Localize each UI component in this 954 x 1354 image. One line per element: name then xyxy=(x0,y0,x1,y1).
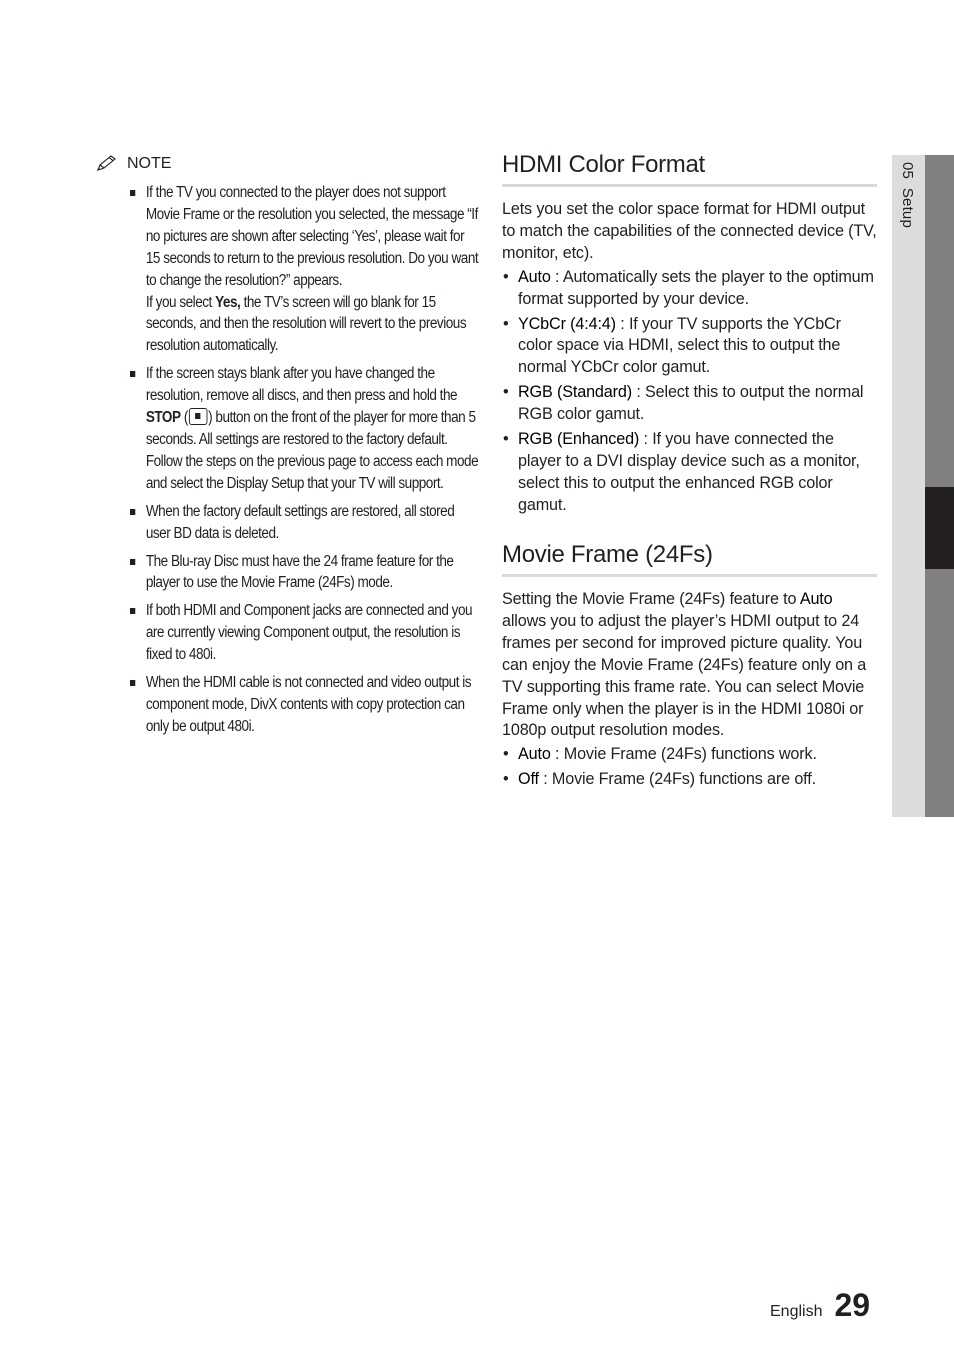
note-item xyxy=(130,182,480,357)
square-bullet-icon xyxy=(130,190,135,196)
option-term: Off xyxy=(518,770,539,789)
note-item-text: The Blu-ray Disc must have the 24 frame feature for the player to use the Movie Frame (24Fs) mode. xyxy=(145,552,454,592)
note-item-text: the TV’s screen will go blank for 15 seconds, and then the resolution will revert to the previous resolution automatically. xyxy=(145,293,467,355)
note-label: NOTE xyxy=(127,155,172,172)
note-item xyxy=(130,551,480,595)
section-body xyxy=(502,589,877,791)
note-item xyxy=(130,501,480,545)
option-term: Auto xyxy=(518,267,551,286)
option-desc: : Select this to output the normal RGB color gamut. xyxy=(518,383,864,424)
option-item xyxy=(502,744,877,766)
option-desc: : Movie Frame (24Fs) functions work. xyxy=(550,745,817,764)
section-intro-text: Setting the Movie Frame (24Fs) feature to xyxy=(502,590,800,608)
chapter-tab-strip xyxy=(925,155,954,817)
bullet-dot-icon: • xyxy=(503,383,509,402)
note-item-text: When the factory default settings are restored, all stored user BD data is deleted. xyxy=(145,502,455,542)
section-intro-text: allows you to adjust the player’s HDMI output to 24 frames per second for improved picture quality. You can enjoy the Movie Frame (24Fs) feature only on a TV supporting this frame rate. You can select Movie Frame only when the player is in the HDMI 1080i or 1080p output resolution modes. xyxy=(502,611,867,740)
chapter-tab-marker xyxy=(925,487,954,569)
bullet-dot-icon: • xyxy=(503,770,509,789)
section-body xyxy=(502,199,877,517)
bullet-dot-icon: • xyxy=(503,430,509,449)
note-header xyxy=(96,153,476,175)
section-intro xyxy=(502,589,877,742)
note-item xyxy=(130,600,480,666)
option-desc: : Automatically sets the player to the optimum format supported by your device. xyxy=(518,267,874,308)
page-footer xyxy=(770,1287,870,1324)
note-item-text: If the screen stays blank after you have changed the resolution, remove all discs, and then press and hold the xyxy=(145,365,458,405)
option-item xyxy=(502,429,877,517)
pencil-icon xyxy=(96,155,118,173)
note-item-text: ( xyxy=(180,409,188,427)
option-desc: : If you have connected the player to a DVI display device such as a monitor, select this to output the enhanced RGB color gamut. xyxy=(518,430,860,514)
option-list xyxy=(502,744,877,791)
stop-button-icon xyxy=(189,408,207,425)
option-term: Auto xyxy=(799,590,833,608)
page-number: 29 xyxy=(834,1287,871,1323)
square-bullet-icon xyxy=(130,559,135,565)
note-item-text: If both HDMI and Component jacks are connected and you are currently viewing Component output, the resolution is fixed to 480i. xyxy=(145,602,473,664)
section-intro: Lets you set the color space format for HDMI output to match the capabilities of the connected device (TV, monitor, etc). xyxy=(502,200,877,262)
option-item xyxy=(502,267,877,311)
note-item-bold: Yes, xyxy=(215,293,241,311)
note-box xyxy=(96,153,479,735)
option-term: RGB (Enhanced) xyxy=(518,430,640,449)
bullet-dot-icon: • xyxy=(503,314,509,333)
option-list xyxy=(502,267,877,517)
note-item-text: When the HDMI cable is not connected and video output is component mode, DivX contents with copy protection can only be output 480i. xyxy=(145,674,472,735)
chapter-tab-label: 05 Setup xyxy=(899,162,916,229)
note-item-text: If you select xyxy=(145,293,216,311)
footer-language: English xyxy=(770,1303,823,1320)
section-title: HDMI Color Format xyxy=(502,151,877,187)
option-item xyxy=(502,382,877,426)
note-item-bold: STOP xyxy=(145,409,181,427)
note-item xyxy=(130,672,480,738)
note-item-text: If the TV you connected to the player does not support Movie Frame or the resolution you selected, the message “If no pictures are shown after selecting ‘Yes’, please wait for 15 seconds to return to the previous resolution. Do you want to change the resolution?” appears. xyxy=(145,184,479,289)
bullet-dot-icon: • xyxy=(503,745,509,764)
option-item xyxy=(502,769,877,791)
square-bullet-icon xyxy=(130,680,135,686)
section-title: Movie Frame (24Fs) xyxy=(502,541,877,577)
note-list xyxy=(130,182,479,744)
hdmi-color-format-section xyxy=(502,151,877,520)
option-desc: : Movie Frame (24Fs) functions are off. xyxy=(538,770,816,789)
movie-frame-section xyxy=(502,541,877,794)
option-desc: : If your TV supports the YCbCr color space via HDMI, select this to output the normal YCbCr color gamut. xyxy=(518,314,841,377)
square-bullet-icon xyxy=(130,608,135,614)
option-item xyxy=(502,314,877,380)
option-term: YCbCr (4:4:4) xyxy=(518,314,616,333)
square-bullet-icon xyxy=(130,509,135,515)
square-bullet-icon xyxy=(130,371,135,377)
bullet-dot-icon: • xyxy=(503,267,509,286)
note-item xyxy=(130,363,480,494)
option-term: RGB (Standard) xyxy=(518,383,632,402)
note-item-text: ) button on the front of the player for more than 5 seconds. All settings are restored to the factory default. Follow the steps on the previous page to access each mode and select the Display Setup that your TV will support. xyxy=(145,409,479,492)
option-term: Auto xyxy=(518,745,551,764)
